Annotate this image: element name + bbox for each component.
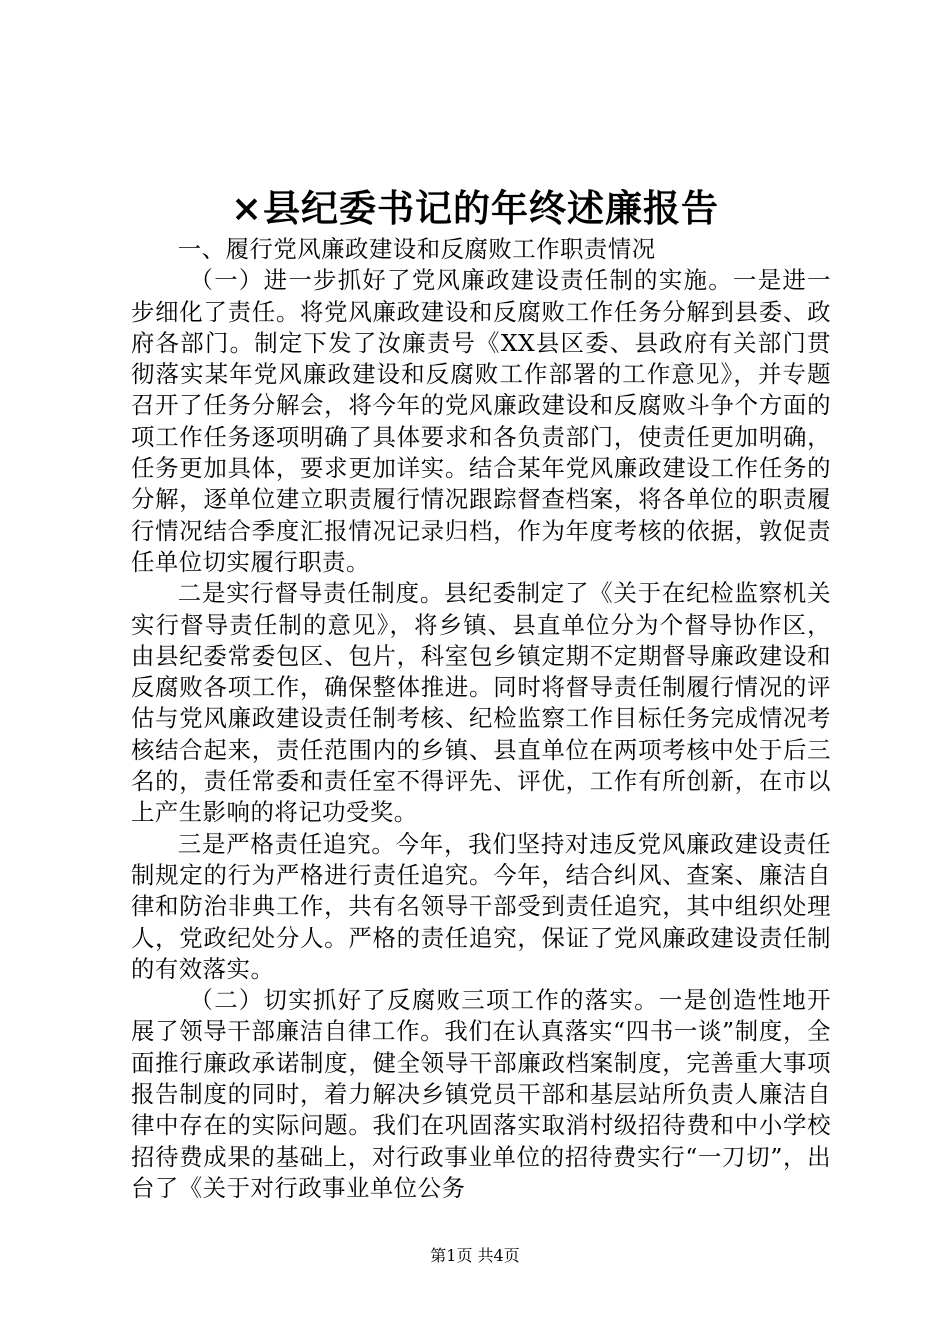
paragraph-supervision: 二是实行督导责任制度。县纪委制定了《关于在纪检监察机关实行督导责任制的意见》，将乡镇、县直单位分为个督导协作区，由县纪委常委包区、包片，科室包乡镇定期不定期督导廉政建设和反腐败各项工作，确保整体推进。同时将督导责任制履行情况的评估与党风廉政建设责任制考核、纪检监察工作目标任务完成情况考核结合起来，责任范围内的乡镇、县直单位在两项考核中处于后三名的，责任常委和责任室不得评先、评优，工作有所创新，在市以上产生影响的将记功受奖。 xyxy=(131,579,831,827)
page-footer: 第1页 共4页 xyxy=(430,1246,520,1265)
paragraph-section-1: （一）进一步抓好了党风廉政建设责任制的实施。一是进一步细化了责任。将党风廉政建设和反腐败工作任务分解到县委、政府各部门。制定下发了汝廉责号《XX县区委、县政府有关部门贯彻落实某年党风廉政建设和反腐败工作部署的工作意见》，并专题召开了任务分解会，将今年的党风廉政建设和反腐败斗争个方面的项工作任务逐项明确了具体要求和各负责部门，使责任更加明确，任务更加具体，要求更加详实。结合某年党风廉政建设工作任务的分解，逐单位建立职责履行情况跟踪督查档案，将各单位的职责履行情况结合季度汇报情况记录归档，作为年度考核的依据，敦促责任单位切实履行职责。 xyxy=(131,266,831,576)
paragraph-heading-1: 一、履行党风廉政建设和反腐败工作职责情况 xyxy=(177,235,656,263)
document-title: ×县纪委书记的年终述廉报告 xyxy=(230,186,719,230)
paragraph-section-2: （二）切实抓好了反腐败三项工作的落实。一是创造性地开展了领导干部廉洁自律工作。我们在认真落实“四书一谈”制度，全面推行廉政承诺制度，健全领导干部廉政档案制度，完善重大事项报告制度的同时，着力解决乡镇党员干部和基层站所负责人廉洁自律中存在的实际问题。我们在巩固落实取消村级招待费和中小学校招待费成果的基础上，对行政事业单位的招待费实行“一刀切”，出台了《关于对行政事业单位公务 xyxy=(131,986,831,1202)
document-body xyxy=(131,234,831,1204)
paragraph-accountability: 三是严格责任追究。今年，我们坚持对违反党风廉政建设责任制规定的行为严格进行责任追究。今年，结合纠风、查案、廉洁自律和防治非典工作，共有名领导干部受到责任追究，其中组织处理人，党政纪处分人。严格的责任追究，保证了党风廉政建设责任制的有效落实。 xyxy=(131,829,831,983)
